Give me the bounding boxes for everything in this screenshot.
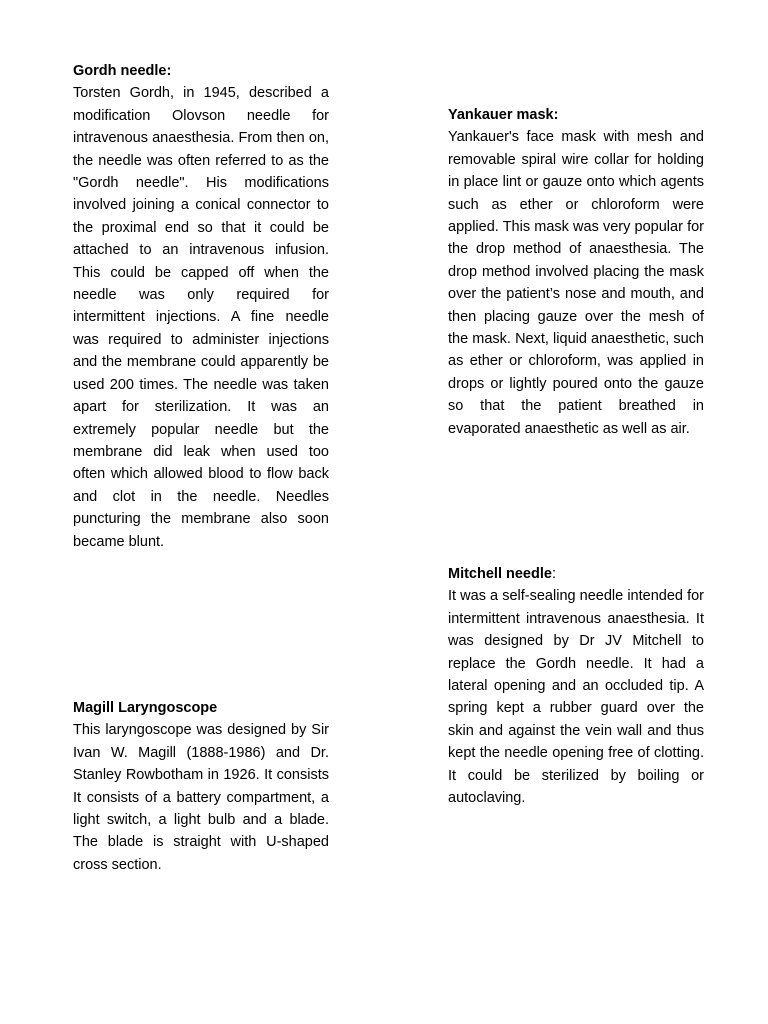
paragraph-gordh-needle: Torsten Gordh, in 1945, described a modification Olovson needle for intravenous anaesthesia. From then on, the needle was often referred to as the "Gordh needle". His modifications involved joining a conical connector to the proximal end so that it could be attached to an intravenous infusion. This could be capped off when the needle was only required for intermittent injections. A fine needle was required to administer injections and the membrane could apparently be used 200 times. The needle was taken apart for sterilization. It was an extremely popular needle but the membrane did leak when used too often which allowed blood to flow back and clot in the needle. Needles puncturing the membrane also soon became blunt. <box>73 85 329 550</box>
paragraph-magill-laryngoscope: This laryngoscope was designed by Sir Ivan W. Magill (1888-1986) and Dr. Stanley Rowbotham in 1926. It consists It consists of a battery compartment, a light switch, a light bulb and a blade. The blade is straight with U-shaped cross section. <box>73 722 329 873</box>
section-magill-laryngoscope <box>73 697 329 876</box>
heading-mitchell-needle-text: Mitchell needle <box>448 566 552 582</box>
heading-mitchell-needle-colon: : <box>551 566 556 582</box>
heading-yankauer-mask: Yankauer mask: <box>448 107 559 123</box>
heading-mitchell-needle <box>448 563 704 585</box>
paragraph-mitchell-needle: It was a self-sealing needle intended for intermittent intravenous anaesthesia. It was designed by Dr JV Mitchell to replace the Gordh needle. It had a lateral opening and an occluded tip. A spring kept a rubber guard over the skin and against the vein wall and thus kept the needle opening free of clotting. It could be sterilized by boiling or autoclaving. <box>448 588 704 807</box>
section-yankauer-mask <box>448 104 704 440</box>
heading-gordh-needle: Gordh needle: <box>73 63 172 79</box>
section-gordh-needle <box>73 60 329 553</box>
section-mitchell-needle <box>448 563 704 809</box>
paragraph-yankauer-mask: Yankauer's face mask with mesh and removable spiral wire collar for holding in place lint or gauze onto which agents such as ether or chloroform were applied. This mask was very popular for the drop method of anaesthesia. The drop method involved placing the mask over the patient’s nose and mouth, and then placing gauze over the mesh of the mask. Next, liquid anaesthetic, such as ether or chloroform, was applied in drops or lightly poured onto the gauze so that the patient breathed in evaporated anaesthetic as well as air. <box>448 129 704 437</box>
heading-magill-laryngoscope: Magill Laryngoscope <box>73 700 218 716</box>
